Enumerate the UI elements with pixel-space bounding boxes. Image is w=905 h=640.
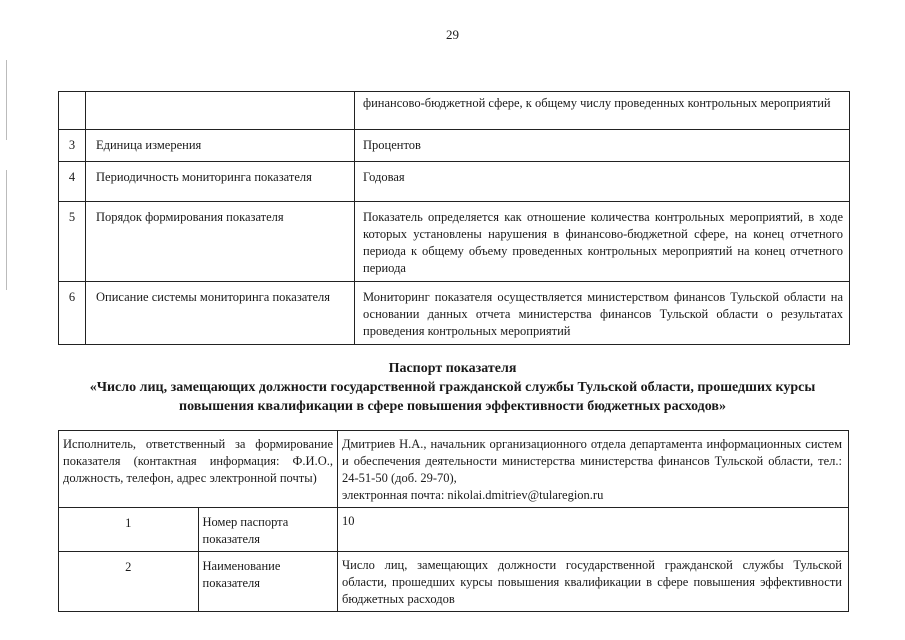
row-value: 10 bbox=[338, 508, 849, 552]
passport-title: Паспорт показателя bbox=[388, 361, 517, 376]
table-row bbox=[59, 202, 850, 282]
responsible-value bbox=[338, 431, 849, 508]
row-label bbox=[86, 92, 355, 130]
row-number: 2 bbox=[59, 552, 199, 612]
row-number: 5 bbox=[59, 202, 86, 282]
table-row bbox=[59, 508, 849, 552]
table-row bbox=[59, 431, 849, 508]
passport-table bbox=[58, 430, 849, 612]
responsible-label: Исполнитель, ответственный за формирование показателя (контактная информация: Ф.И.О., должность, телефон, адрес электронной почты) bbox=[59, 431, 338, 508]
row-label: Периодичность мониторинга показателя bbox=[86, 162, 355, 202]
row-label: Описание системы мониторинга показателя bbox=[86, 282, 355, 345]
passport-heading bbox=[60, 359, 845, 416]
row-label: Порядок формирования показателя bbox=[86, 202, 355, 282]
indicator-table-continued bbox=[58, 91, 850, 345]
table-row bbox=[59, 92, 850, 130]
row-value: финансово-бюджетной сфере, к общему числу проведенных контрольных мероприятий bbox=[355, 92, 850, 130]
row-value: Число лиц, замещающих должности государственной гражданской службы Тульской области, прошедших курсы повышения квалификации в сфере повышения эффективности бюджетных расходов bbox=[338, 552, 849, 612]
passport-subtitle: «Число лиц, замещающих должности государственной гражданской службы Тульской области, прошедших курсы повышения квалификации в сфере повышения эффективности бюджетных расходов» bbox=[89, 380, 816, 414]
table-row bbox=[59, 552, 849, 612]
table-row bbox=[59, 282, 850, 345]
page-number: 29 bbox=[446, 27, 459, 42]
row-number: 1 bbox=[59, 508, 199, 552]
row-label: Номер паспорта показателя bbox=[198, 508, 338, 552]
row-value: Годовая bbox=[355, 162, 850, 202]
responsible-contact: Дмитриев Н.А., начальник организационного отдела департамента информационных систем и обеспечения деятельности министерства министерства финансов Тульской области, тел.: 24-51-50 (доб. 29-70), bbox=[342, 437, 842, 485]
row-number: 4 bbox=[59, 162, 86, 202]
row-value: Процентов bbox=[355, 130, 850, 162]
row-label: Наименование показателя bbox=[198, 552, 338, 612]
scan-edge-mark bbox=[6, 60, 7, 140]
scan-edge-mark bbox=[6, 170, 7, 290]
responsible-email: электронная почта: nikolai.dmitriev@tularegion.ru bbox=[342, 488, 604, 502]
row-number: 6 bbox=[59, 282, 86, 345]
row-value: Мониторинг показателя осуществляется министерством финансов Тульской области на основании данных отчета министерства финансов Тульской области о результатах проведения контрольных мероприятий bbox=[355, 282, 850, 345]
row-number bbox=[59, 92, 86, 130]
table-row bbox=[59, 130, 850, 162]
table-row bbox=[59, 162, 850, 202]
row-number: 3 bbox=[59, 130, 86, 162]
row-label: Единица измерения bbox=[86, 130, 355, 162]
row-value: Показатель определяется как отношение количества контрольных мероприятий, в ходе которых установлены нарушения в финансово-бюджетной сфере, на конец отчетного периода к общему объему проведенных контрольных мероприятий на конец отчетного периода bbox=[355, 202, 850, 282]
